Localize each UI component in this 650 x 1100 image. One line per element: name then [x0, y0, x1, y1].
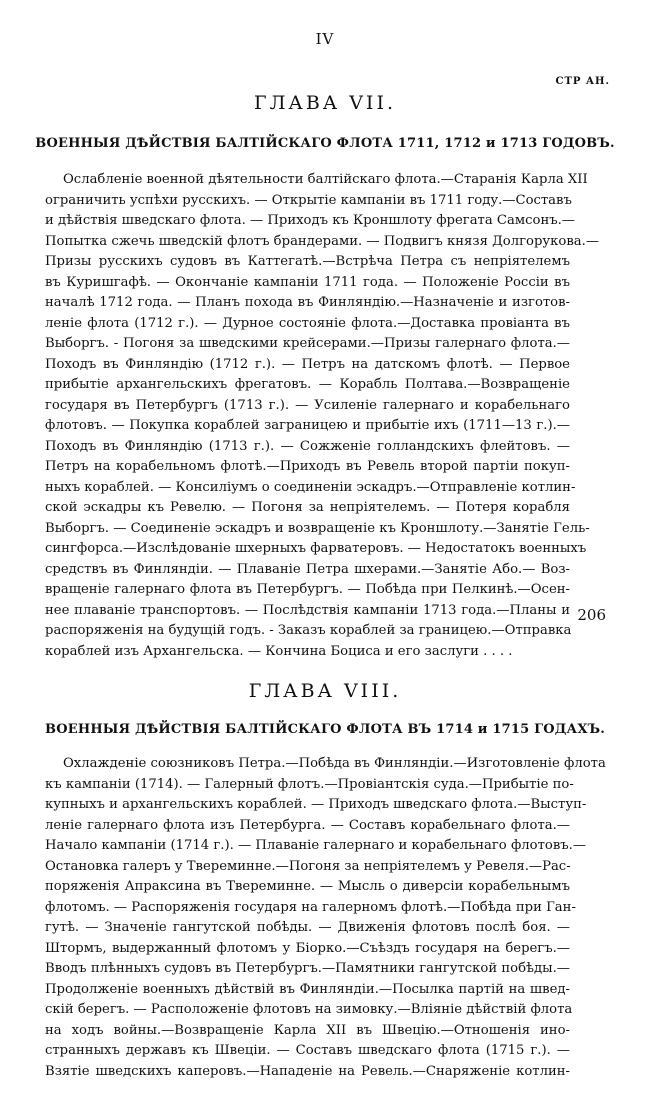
summary-line: Походъ въ Финляндію (1713 г.). — Сожженіе голландскихъ флейтовъ. — — [45, 438, 570, 454]
summary-line: ской эскадры къ Ревелю. — Погоня за непріятелемъ. — Потеря корабля — [45, 500, 570, 515]
summary-line: прибытіе архангельскихъ фрегатовъ. — Корабль Полтава.—Возвращеніе — [45, 377, 570, 392]
summary-line: кораблей изъ Архангельска. — Кончина Боциса и его заслуги . . . . — [45, 643, 513, 659]
summary-line: Взятіе шведскихъ каперовъ.—Нападеніе на Ревель.—Снаряженіе котлин- — [45, 1063, 570, 1079]
summary-line: скій берегъ. — Расположеніе флотовъ на зимовку.—Вліяніе дѣйствій флота — [45, 1002, 573, 1017]
summary-line: Походъ въ Финляндію (1712 г.). — Петръ на датскомъ флотѣ. — Первое — [45, 356, 570, 372]
summary-line: Выборгъ. — Соединеніе эскадръ и возвращеніе къ Кроншлоту.—Занятіе Гель- — [45, 520, 590, 536]
summary-line: Охлажденіе союзниковъ Петра.—Побѣда въ Финляндіи.—Изготовленіе флота — [63, 756, 606, 771]
chapter-subtitle: ВОЕННЫЯ ДѢЙСТВІЯ БАЛТІЙСКАГО ФЛОТА ВЪ 1714 и 1715 ГОДАХЪ. — [45, 722, 605, 737]
summary-line: Остановка галеръ у Твереминне.—Погоня за непріятелемъ у Ревеля.—Рас- — [45, 858, 571, 874]
chapter-title: ГЛАВА VIII. — [248, 680, 402, 702]
summary-line: вращеніе галернаго флота въ Петербургъ. — Побѣда при Пелкинѣ.—Осен- — [45, 582, 570, 597]
summary-line: Призы русскихъ судовъ въ Каттегатѣ.—Встрѣча Петра съ непріятелемъ — [45, 254, 570, 269]
summary-line: ныхъ кораблей. — Консиліумъ о соединеніи эскадръ.—Отправленіе котлин- — [45, 479, 576, 495]
summary-line: Выборгъ. - Погоня за шведскими крейсерами.—Призы галернаго флота.— — [45, 336, 570, 351]
summary-line: ограничить успѣхи русскихъ. — Открытіе кампаніи въ 1711 году.—Составъ — [45, 192, 572, 208]
summary-line: леніе галернаго флота изъ Петербурга. — Составъ корабельнаго флота.— — [45, 817, 570, 833]
summary-line: къ кампаніи (1714). — Галерный флотъ.—Провіантскія суда.—Прибытіе по- — [45, 776, 574, 792]
summary-line: Продолженіе военныхъ дѣйствій въ Финляндіи.—Посылка партій на швед- — [45, 981, 570, 997]
summary-line: Начало кампаніи (1714 г.). — Плаваніе галернаго и корабельнаго флотовъ.— — [45, 838, 587, 853]
summary-line: купныхъ и архангельскихъ кораблей. — Приходъ шведскаго флота.—Выступ- — [45, 797, 587, 812]
summary-line: леніе флота (1712 г.). — Дурное состояніе флота.—Доставка провіанта въ — [45, 315, 570, 331]
summary-line: началѣ 1712 года. — Планъ похода въ Финляндію.—Назначеніе и изготов- — [45, 295, 570, 310]
summary-line: флотомъ. — Распоряженія государя на галерномъ флотѣ.—Побѣда при Ган- — [45, 899, 576, 915]
summary-line: нее плаваніе транспортовъ. — Послѣдствія кампаніи 1713 года.—Планы и — [45, 602, 570, 618]
summary-line: сингфорса.—Изслѣдованіе шхерныхъ фарватеровъ. — Недостатокъ военныхъ — [45, 541, 587, 556]
page-column-header: СТР АН. — [555, 76, 610, 87]
summary-line: Ослабленіе военной дѣятельности балтійскаго флота.—Старанія Карла XII — [63, 172, 588, 187]
summary-line: распоряженія на будущій годъ. - Заказъ кораблей за границею.—Отправка — [45, 623, 572, 638]
chapter-subtitle: ВОЕННЫЯ ДѢЙСТВІЯ БАЛТІЙСКАГО ФЛОТА 1711, 1712 и 1713 ГОДОВЪ. — [35, 136, 615, 151]
summary-line: и дѣйствія шведскаго флота. — Приходъ къ Кроншлоту фрегата Самсонъ.— — [45, 213, 575, 228]
summary-line: флотовъ. — Покупка кораблей заграницею и прибытіе ихъ (1711—13 г.).— — [45, 418, 570, 433]
chapter-title: ГЛАВА VII. — [254, 92, 396, 114]
summary-line: государя въ Петербургъ (1713 г.). — Усиленіе галернаго и корабельнаго — [45, 397, 570, 413]
summary-line: въ Куришгафѣ. — Окончаніе кампаніи 1711 года. — Положеніе Россіи въ — [45, 274, 570, 290]
summary-line: Петръ на корабельномъ флотѣ.—Приходъ въ Ревель второй партіи покуп- — [45, 459, 570, 474]
summary-line: Вводъ плѣнныхъ судовъ въ Петербургъ.—Памятники гангутской побѣды.— — [45, 961, 570, 976]
page-number: IV — [315, 30, 335, 48]
summary-line: гутѣ. — Значеніе гангутской побѣды. — Движенія флотовъ послѣ боя. — — [45, 920, 570, 935]
summary-line: Штормъ, выдержанный флотомъ у Біорко.—Съѣздъ государя на берегъ.— — [45, 940, 570, 956]
summary-line: поряженія Апраксина въ Твереминне. — Мысль о диверсіи корабельнымъ — [45, 879, 570, 894]
chapter-summary — [45, 754, 606, 1082]
summary-line: средствъ въ Финляндіи. — Плаваніе Петра шхерами.—Занятіе Або.— Воз- — [45, 561, 570, 577]
summary-line: на ходъ войны.—Возвращеніе Карла XII въ Швецію.—Отношенія ино- — [45, 1022, 570, 1038]
summary-line: странныхъ державъ къ Швеціи. — Составъ шведскаго флота (1715 г.). — — [45, 1043, 570, 1058]
summary-line: Попытка сжечь шведскій флотъ брандерами. — Подвигъ князя Долгорукова.— — [45, 233, 600, 249]
chapter-page-reference: 206 — [577, 606, 606, 624]
